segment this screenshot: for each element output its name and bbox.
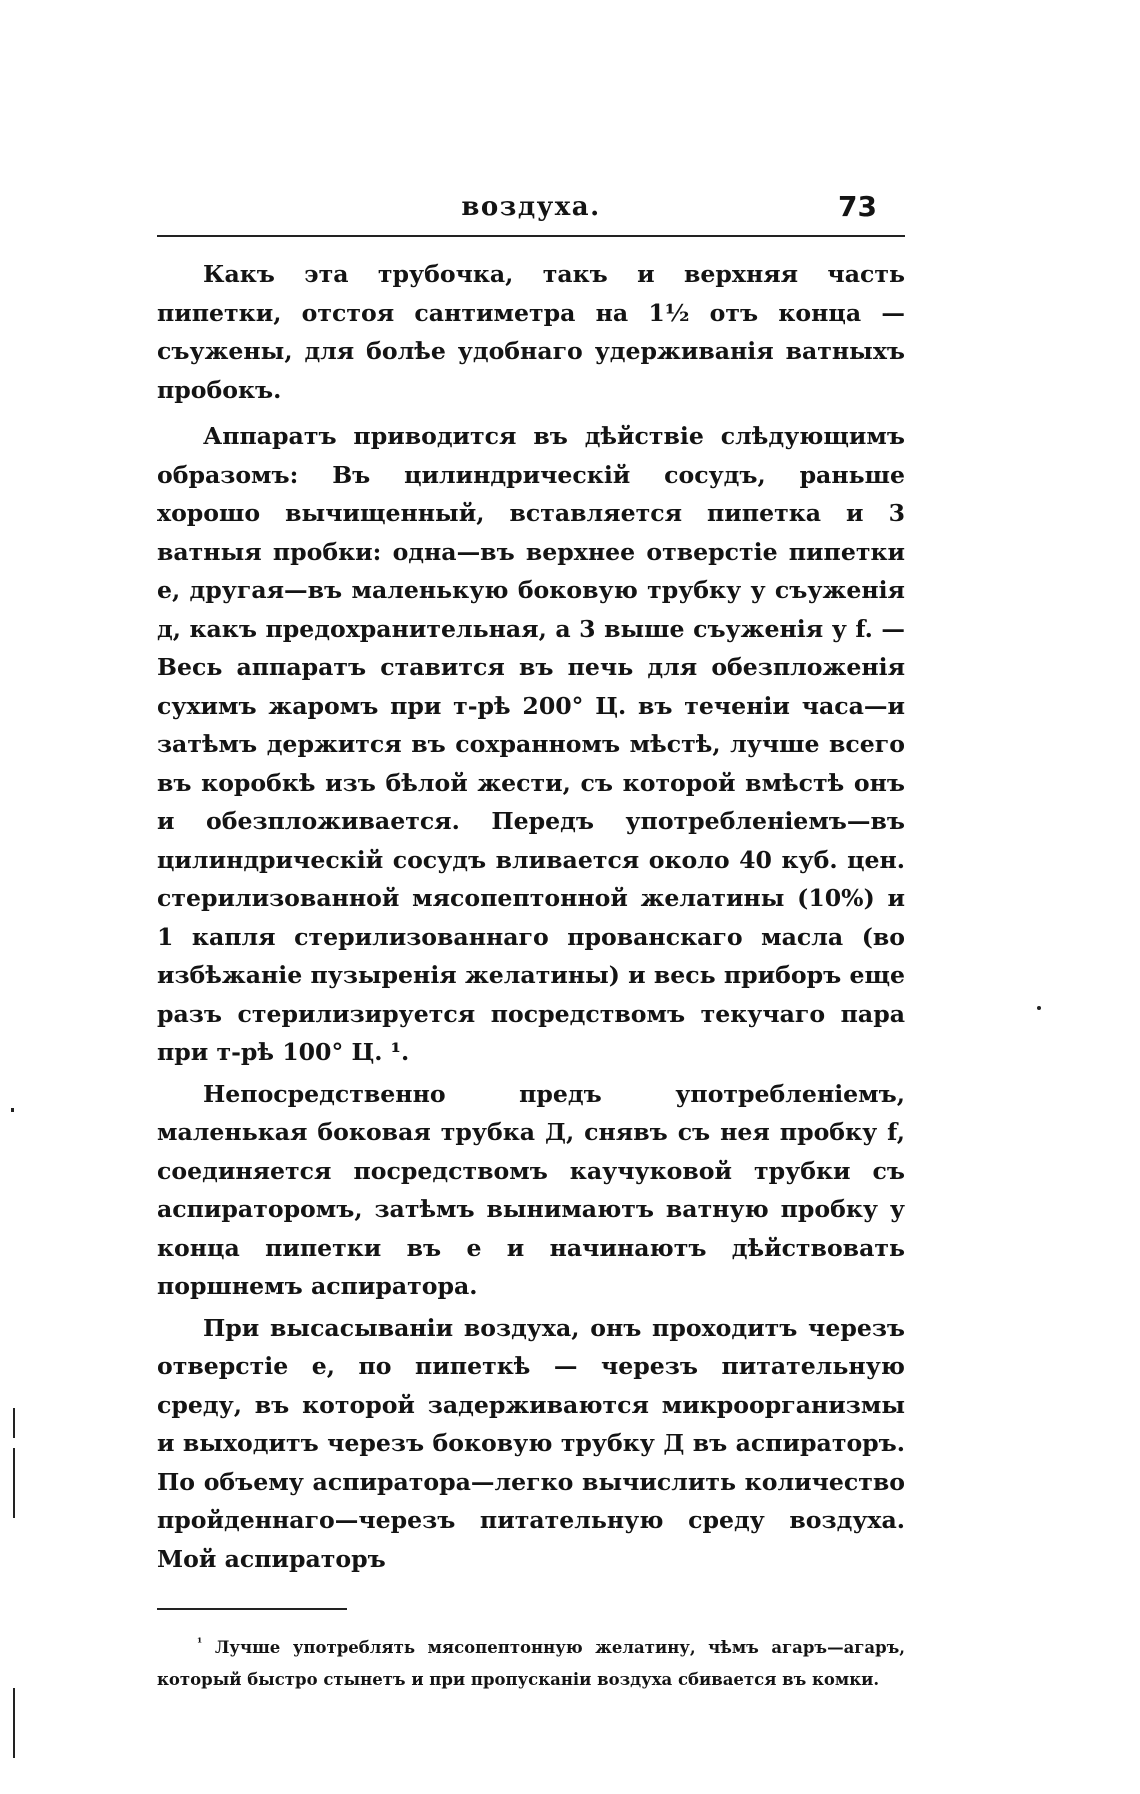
page-header xyxy=(157,190,905,234)
scan-artifact xyxy=(1037,1006,1041,1010)
scan-artifact xyxy=(13,1448,15,1518)
running-head: воздуха. xyxy=(461,192,601,222)
book-page xyxy=(157,190,905,1712)
footnote-marker: ¹ xyxy=(197,1635,203,1649)
scan-artifact xyxy=(11,1108,14,1112)
footnote-rule xyxy=(157,1608,347,1610)
paragraph-4: При высасываніи воздуха, онъ проходитъ черезъ отверстіе е, по пипеткѣ — черезъ питательную среду, въ которой задерживаются микроорганизмы и выходитъ черезъ боковую трубку Д въ аспираторъ. По объему аспиратора—легко вычислить количество пройденнаго—черезъ питательную среду воздуха. Мой аспираторъ xyxy=(157,1313,905,1573)
body-text xyxy=(157,255,905,1578)
paragraph-3: Непосредственно предъ употребленіемъ, маленькая боковая трубка Д, снявъ съ нея пробку f, соединяется посредствомъ каучуковой трубки съ аспираторомъ, затѣмъ вынимаютъ ватную пробку у конца пипетки въ е и начинаютъ дѣйствовать поршнемъ аспиратора. xyxy=(157,1079,905,1300)
page-number: 73 xyxy=(838,190,877,223)
paragraph-1: Какъ эта трубочка, такъ и верхняя часть пипетки, отстоя сантиметра на 1½ отъ конца — съужены, для болѣе удобнаго удерживанія ватныхъ пробокъ. xyxy=(157,260,905,404)
header-rule xyxy=(157,235,905,237)
paragraph-2: Аппаратъ приводится въ дѣйствіе слѣдующимъ образомъ: Въ цилиндрическій сосудъ, раньше хорошо вычищенный, вставляется пипетка и 3 ватныя пробки: одна—въ верхнее отверстіе пипетки е, другая—въ маленькую боковую трубку у съуженія д, какъ предохранительная, а 3 выше съуженія у f. — Весь аппаратъ ставится въ печь для обезпложенія сухимъ жаромъ при т-рѣ 200° Ц. въ теченіи часа—и затѣмъ держится въ сохранномъ мѣстѣ, лучше всего въ коробкѣ изъ бѣлой жести, съ которой вмѣстѣ онъ и обезпложивается. Передъ употребленіемъ—въ цилиндрическій сосудъ вливается около 40 куб. цен. стерилизованной мясопептонной желатины (10%) и 1 капля стерилизованнаго прованскаго масла (во избѣжаніе пузыренія желатины) и весь приборъ еще разъ стерилизируется посредствомъ текучаго пара при т-рѣ 100° Ц. ¹. xyxy=(157,422,905,1066)
footnote-text: Лучше употреблять мясопептонную желатину, чѣмъ агаръ—агаръ, который быстро стынетъ и при пропусканіи воздуха сбивается въ комки. xyxy=(157,1637,906,1689)
scan-artifact xyxy=(13,1688,15,1758)
scan-artifact xyxy=(13,1408,15,1438)
footnote xyxy=(157,1632,905,1696)
